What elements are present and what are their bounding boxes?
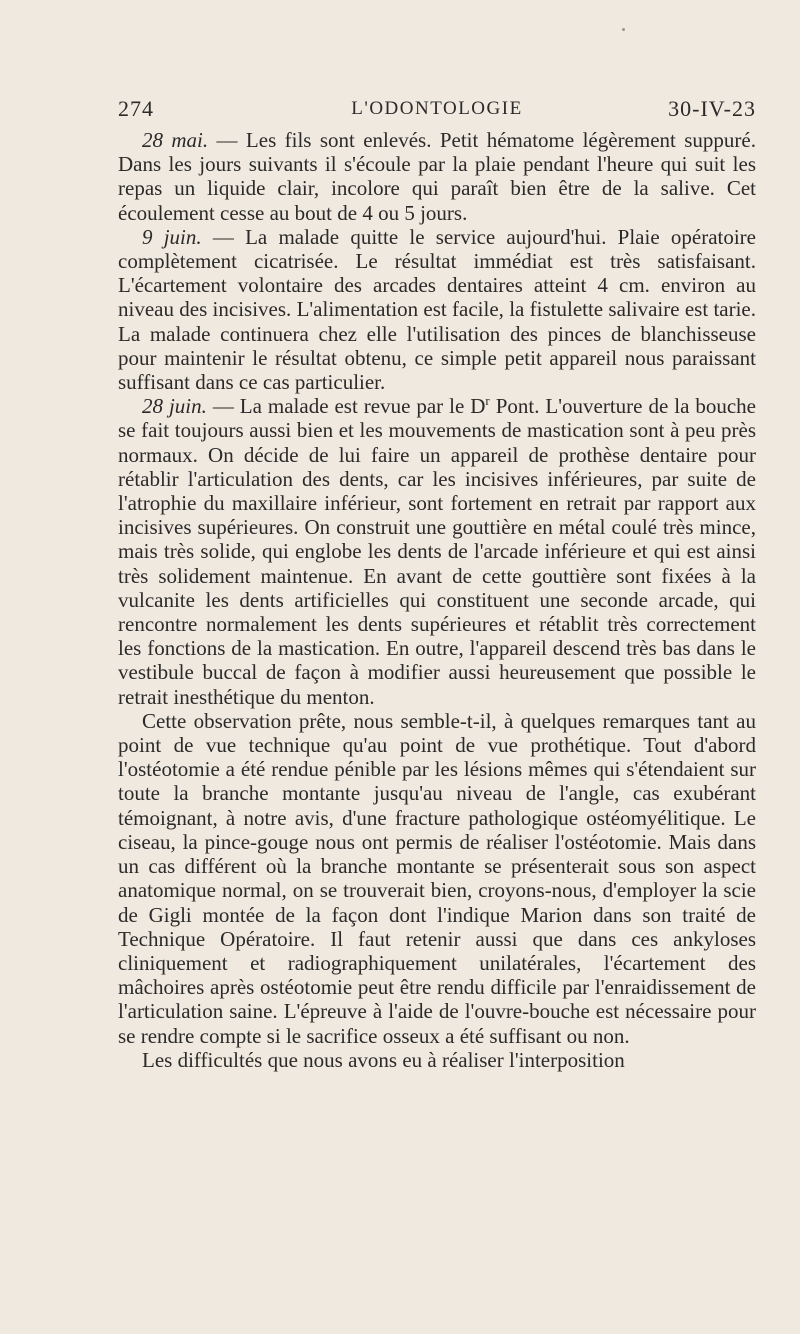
superscript: r <box>485 393 490 409</box>
paragraph-text: Pont. L'ouverture de la bouche se fait toujours aussi bien et les mouvements de mastication sont à peu près normaux. On décide de lui faire un appareil de prothèse dentaire pour rétablir l'articulation des dents, car les incisives inférieures, par suite de l'atrophie du maxillaire inférieur, sont fortement en retrait par rapport aux incisives supérieures. On construit une gouttière en métal coulé très mince, mais très solide, qui englobe les dents de l'arcade inférieure et qui est ainsi très solidement maintenue. En avant de cette gouttière sont fixées à la vulcanite les dents artificielles qui constituent une seconde arcade, qui rencontre normalement les dents supérieures et rétablit très correctement les fonctions de la mastication. En outre, l'appareil descend très bas dans le vestibule buccal de façon à modifier aussi heureusement que possible le retrait inesthétique du menton. <box>118 394 756 709</box>
paragraph-observation <box>118 709 756 1048</box>
paper-speck <box>622 28 625 31</box>
paragraph-text: — La malade quitte le service aujourd'hui. Plaie opératoire complètement cicatrisée. Le résultat immédiat est très satisfaisant. L'écartement volontaire des arcades dentaires atteint 4 cm. environ au niveau des incisives. L'alimentation est facile, la fistulette salivaire est tarie. La malade continuera chez elle l'utilisation des pinces de blanchisseuse pour maintenir le résultat obtenu, ce simple petit appareil nous paraissant suffisant dans ce cas particulier. <box>118 224 756 395</box>
paragraph-28-juin <box>118 394 756 709</box>
paragraph-text: — Les fils sont enlevés. Petit hématome légèrement suppuré. Dans les jours suivants il s'écoule par la plaie pendant l'heure qui suit les repas un liquide clair, incolore qui paraît bien être de la salive. Cet écoulement cesse au bout de 4 ou 5 jours. <box>118 128 756 225</box>
paragraph-28-mai <box>118 128 756 225</box>
paragraph-text: Cette observation prête, nous semble-t-il, à quelques remarques tant au point de vue technique qu'au point de vue prothétique. Tout d'abord l'ostéotomie a été rendue pénible par les lésions mêmes qui s'étendaient sur toute la branche montante jusqu'au niveau de l'angle, cas exubérant témoignant, à notre avis, d'une fracture pathologique ostéomyélitique. Le ciseau, la pince-gouge nous ont permis de réaliser l'ostéotomie. Mais dans un cas différent où la branche montante se présenterait sous son aspect anatomique normal, on se trouverait bien, croyons-nous, d'employer la scie de Gigli montée de la façon dont l'indique Marion dans son traité de Technique Opératoire. Il faut retenir aussi que dans ces ankyloses cliniquement et radiographiquement unilatérales, l'écartement des mâchoires après ostéotomie peut être rendu difficile par l'enraidissement de l'articulation saine. L'épreuve à l'aide de l'ouvre-bouche est nécessaire pour se rendre compte si le sacrifice osseux a été suffisant ou non. <box>118 708 756 1048</box>
entry-date: 28 juin. <box>142 394 207 419</box>
paragraph-difficultes <box>118 1048 756 1072</box>
journal-title: L'ODONTOLOGIE <box>351 98 523 119</box>
paragraph-text-start: — La malade est revue par le D <box>206 394 486 419</box>
entry-date: 9 juin. <box>142 224 202 249</box>
article-body <box>118 128 756 1072</box>
entry-date: 28 mai. <box>142 128 209 152</box>
paragraph-text: Les difficultés que nous avons eu à réaliser l'interposition <box>142 1047 625 1072</box>
paragraph-9-juin <box>118 225 756 394</box>
running-header <box>118 96 756 124</box>
page-number: 274 <box>118 96 154 121</box>
issue-date: 30-IV-23 <box>668 96 756 121</box>
